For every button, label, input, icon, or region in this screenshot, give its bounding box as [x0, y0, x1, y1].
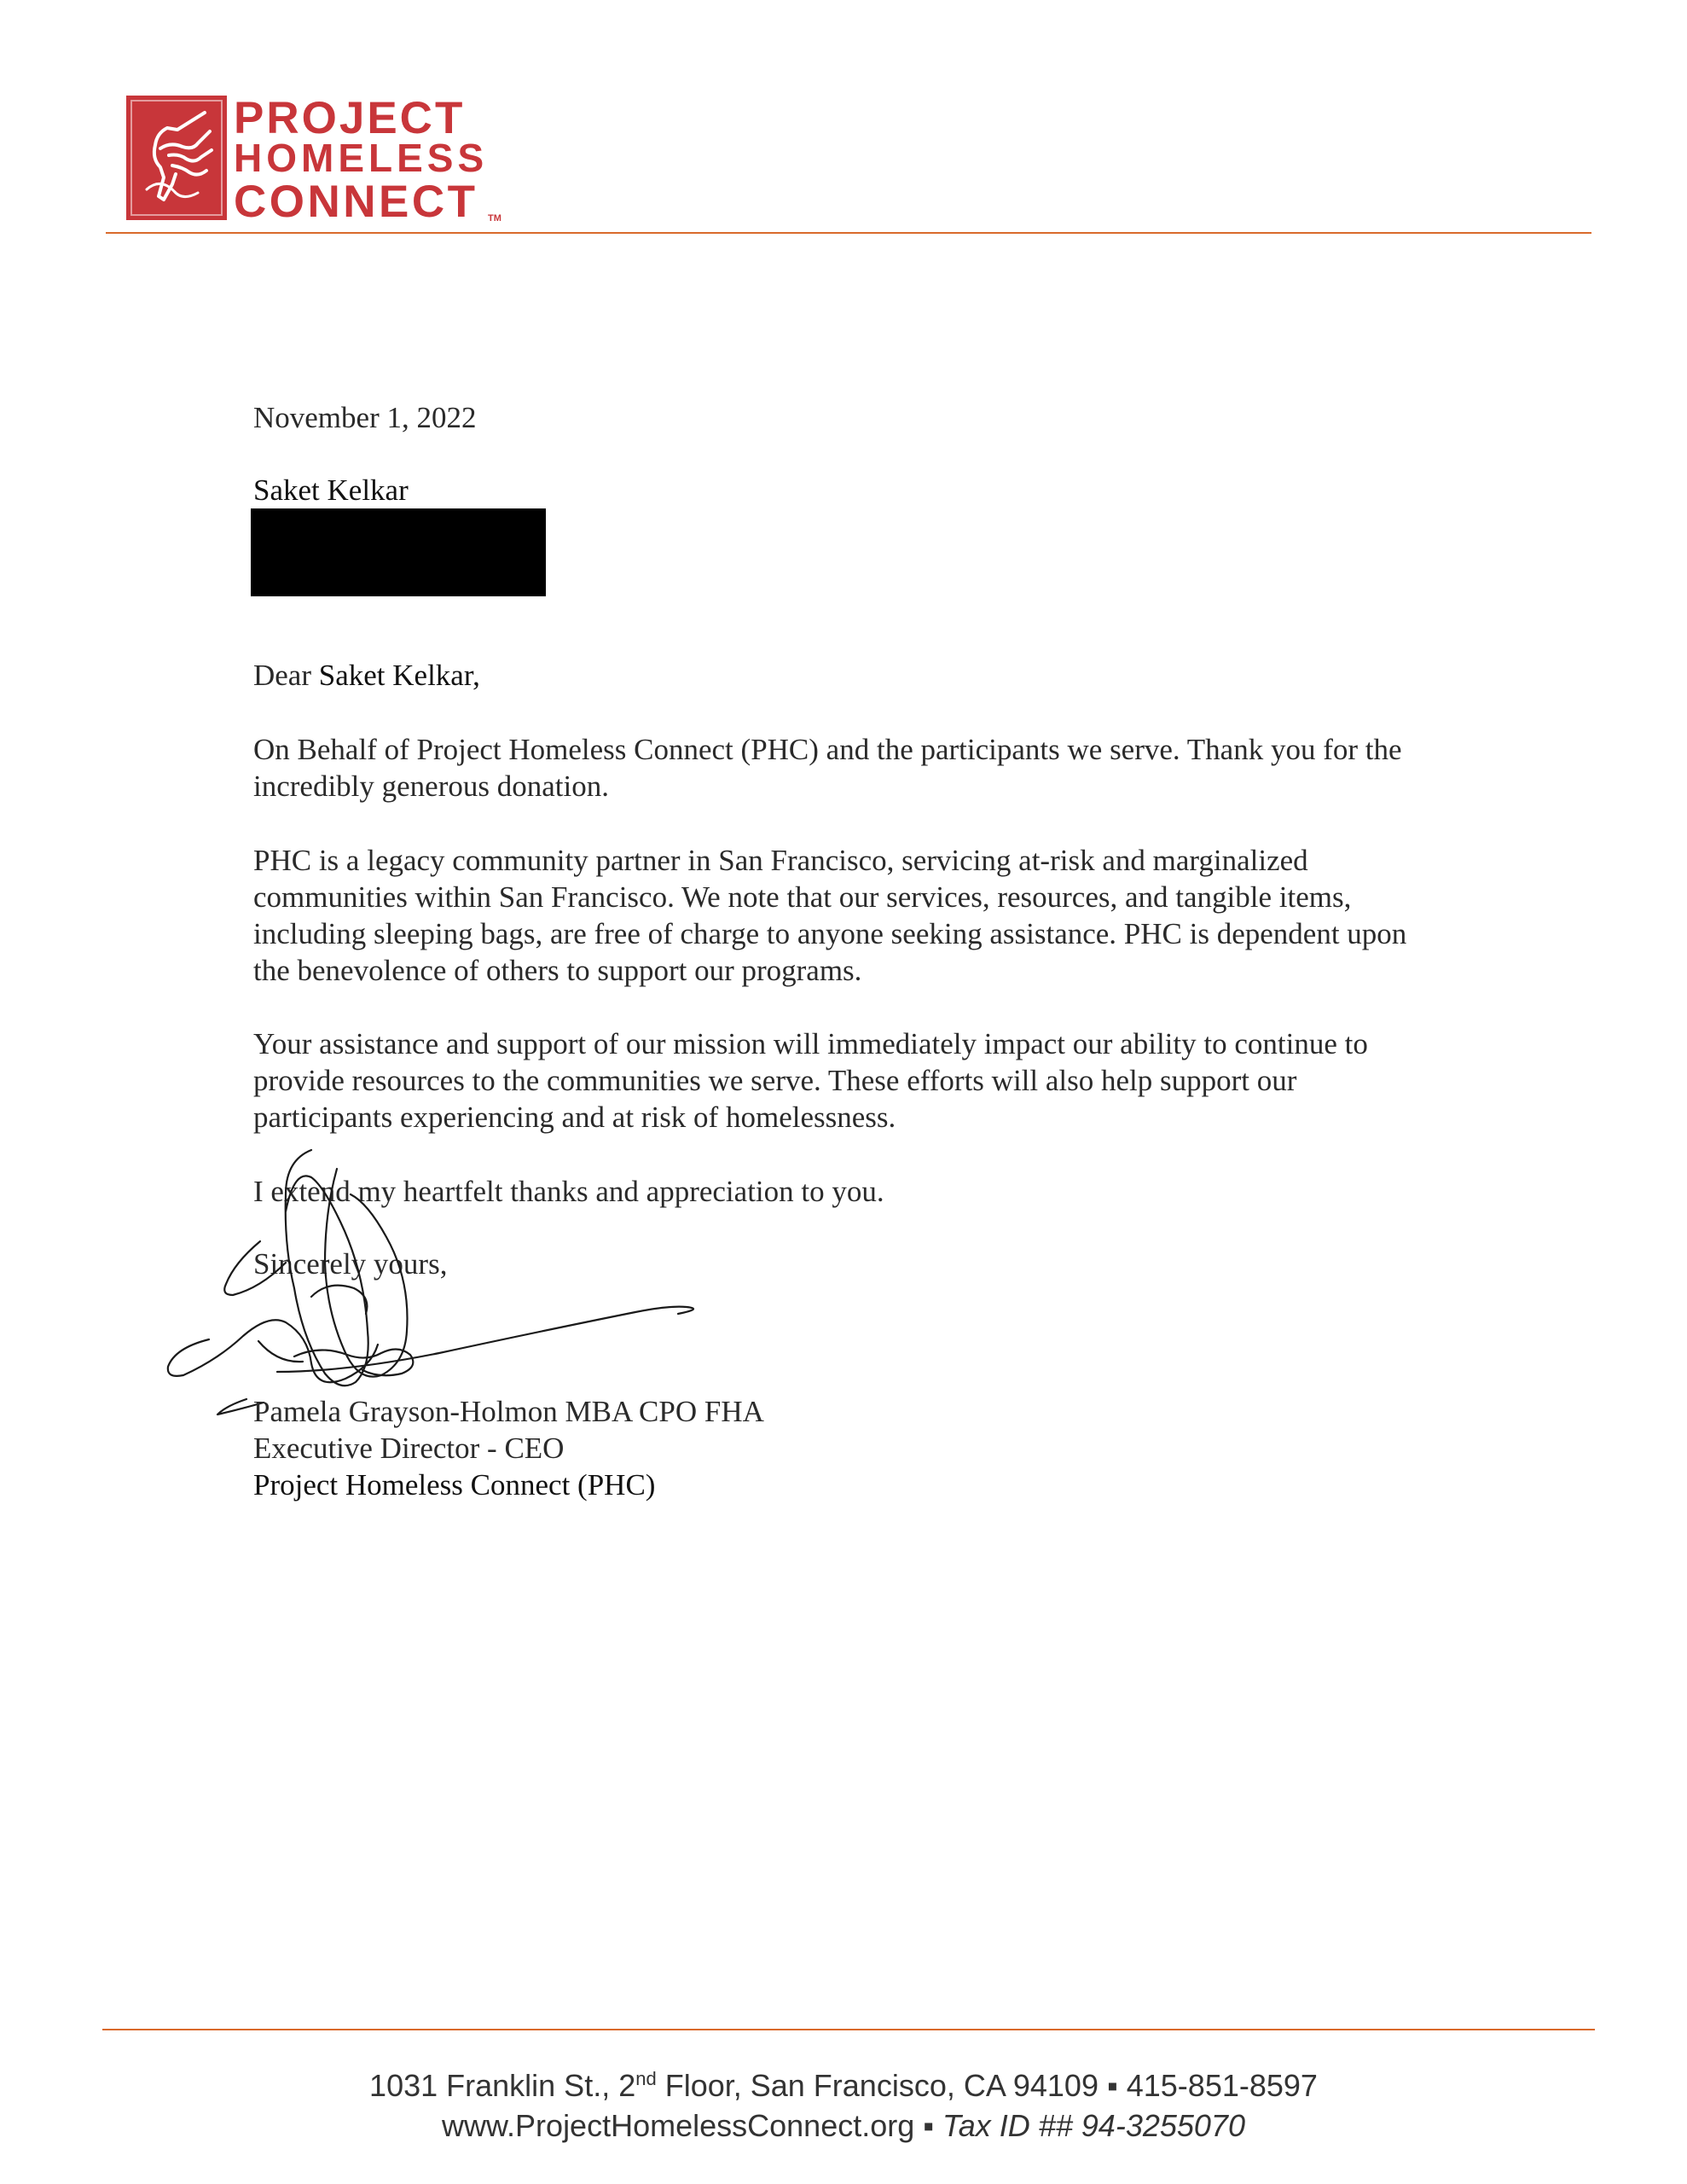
header-divider: [106, 232, 1591, 234]
organization-logo: [126, 93, 501, 227]
footer-separator: ▪: [914, 2108, 943, 2143]
hands-reaching-icon: [126, 96, 227, 220]
logo-wordmark: [234, 93, 489, 227]
logo-line-connect: CONNECT: [234, 177, 478, 227]
signer-name: Pamela Grayson-Holmon MBA CPO FHA: [253, 1395, 764, 1428]
footer-divider: [102, 2029, 1595, 2030]
address-part: Floor, San Francisco, CA 94109 ▪ 415-851-8597: [656, 2068, 1318, 2103]
paragraph-line: participants experiencing and at risk of homelessness.: [253, 1101, 896, 1134]
paragraph-thank-you: [253, 731, 1402, 804]
paragraph-line: Your assistance and support of our mission will immediately impact our ability to continue to: [253, 1027, 1368, 1060]
redacted-address-block: [251, 508, 546, 596]
salutation-name: Saket Kelkar,: [318, 659, 480, 692]
paragraph-line: including sleeping bags, are free of charge to anyone seeking assistance. PHC is dependent upon: [253, 917, 1407, 950]
recipient-name: Saket Kelkar: [253, 473, 409, 507]
paragraph-about-phc: [253, 842, 1406, 989]
paragraph-line: communities within San Francisco. We note that our services, resources, and tangible items,: [253, 880, 1352, 914]
paragraph-line: On Behalf of Project Homeless Connect (PHC) and the participants we serve. Thank you for the: [253, 733, 1402, 766]
trademark-mark: TM: [488, 213, 501, 224]
closing-line: Sincerely yours,: [253, 1247, 448, 1281]
paragraph-line: provide resources to the communities we serve. These efforts will also help support our: [253, 1064, 1297, 1097]
footer-website: www.ProjectHomelessConnect.org: [442, 2108, 915, 2143]
letter-date: November 1, 2022: [253, 401, 477, 434]
signer-title: Executive Director - CEO: [253, 1432, 565, 1465]
paragraph-line: incredibly generous donation.: [253, 770, 609, 803]
address-superscript: nd: [635, 2068, 657, 2089]
paragraph-impact: [253, 1025, 1368, 1136]
paragraph-line: PHC is a legacy community partner in San Francisco, servicing at-risk and marginalized: [253, 844, 1308, 877]
address-part: 1031 Franklin St., 2: [369, 2068, 636, 2103]
footer-address: [0, 2068, 1687, 2104]
paragraph-line: the benevolence of others to support our programs.: [253, 954, 862, 987]
logo-line-homeless: HOMELESS: [234, 136, 489, 180]
footer-contact: [0, 2108, 1687, 2144]
thanks-line: I extend my heartfelt thanks and appreciation to you.: [253, 1175, 884, 1208]
salutation-prefix: Dear: [253, 659, 319, 692]
footer-tax-id: Tax ID ## 94-3255070: [942, 2108, 1245, 2143]
signer-organization: Project Homeless Connect (PHC): [253, 1468, 656, 1502]
salutation: [253, 657, 480, 694]
logo-line-project: PROJECT: [234, 93, 466, 143]
